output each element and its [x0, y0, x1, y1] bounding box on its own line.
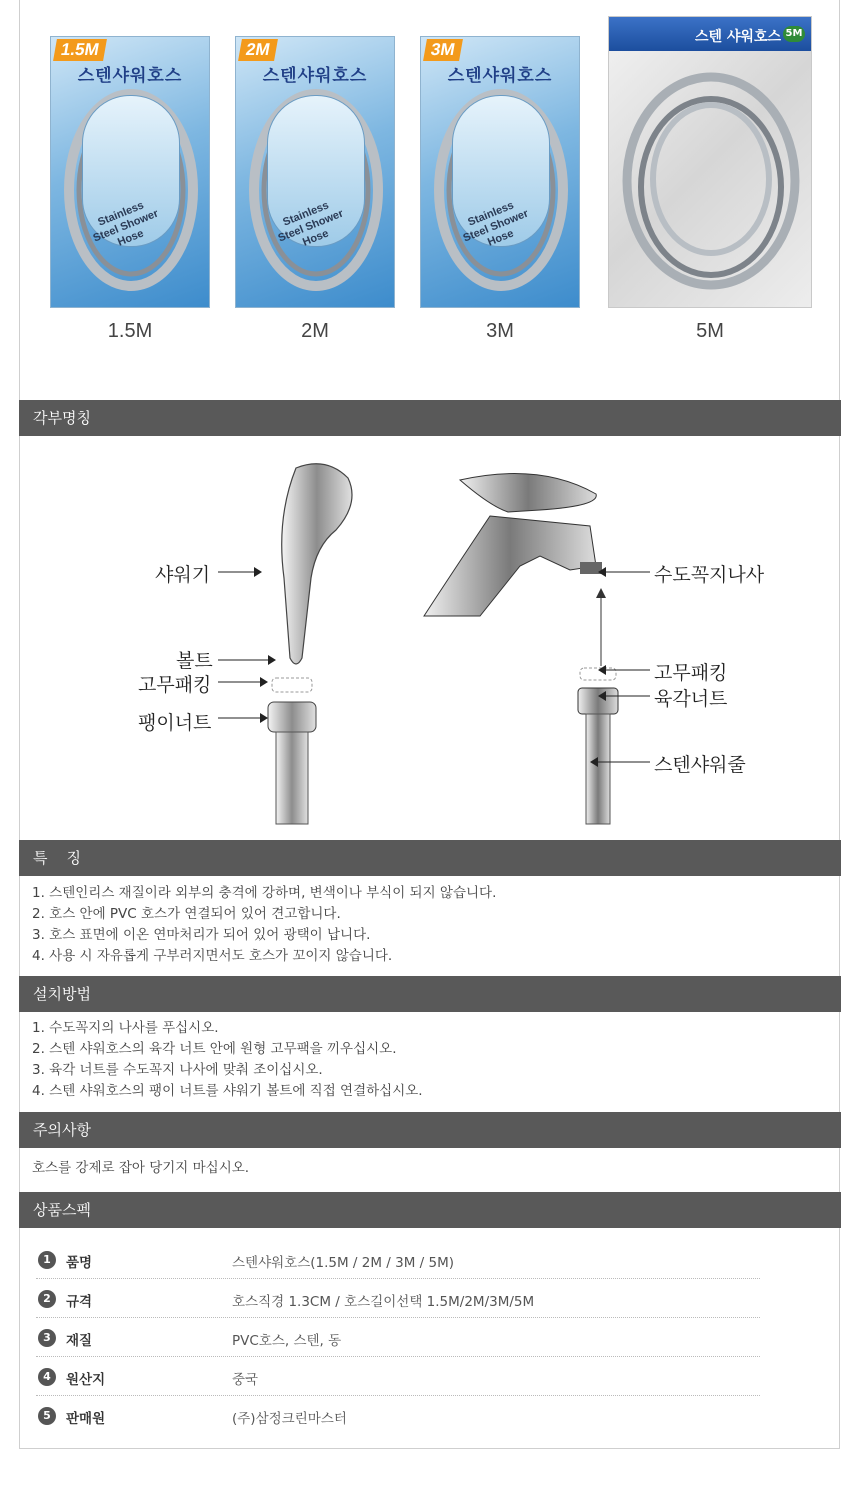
arrow-left-icon: [598, 564, 650, 580]
section-header-parts: 각부명칭: [19, 400, 841, 436]
list-item: 4. 스텐 샤워호스의 팽이 너트를 샤워기 볼트에 직접 연결하십시오.: [32, 1083, 423, 1099]
arrow-right-icon: [218, 564, 262, 580]
label-shower: 샤워기: [155, 565, 211, 586]
section-header-install: 설치방법: [19, 976, 841, 1012]
package-title: 스텐샤워호스: [77, 66, 183, 86]
label-pang-nut: 팽이너트: [138, 713, 212, 734]
spec-row: [36, 1240, 760, 1279]
product-package-image: [420, 36, 580, 308]
arrow-right-icon: [218, 710, 268, 726]
spec-key: 품명: [66, 1255, 93, 1271]
product-caption: 2M: [301, 320, 329, 342]
product-package-image: [235, 36, 395, 308]
shower-head-illustration: [256, 458, 366, 828]
spec-value: 중국: [232, 1372, 259, 1388]
product-package-image: [50, 36, 210, 308]
row-number-badge: 1: [38, 1251, 56, 1269]
label-steel-hose: 스텐샤워줄: [654, 755, 746, 776]
spec-row: [36, 1357, 760, 1396]
row-number-badge: 5: [38, 1407, 56, 1425]
label-hex-nut: 육각너트: [654, 689, 728, 710]
list-item: 3. 호스 표면에 이온 연마처리가 되어 있어 광택이 납니다.: [32, 927, 371, 943]
spec-value: PVC호스, 스텐, 동: [232, 1333, 342, 1349]
row-number-badge: 2: [38, 1290, 56, 1308]
spec-row: [36, 1318, 760, 1357]
product-5m: [608, 14, 812, 354]
spec-value: 스텐샤워호스(1.5M / 2M / 3M / 5M): [232, 1255, 454, 1271]
package-title: 스텐샤워호스: [262, 66, 368, 86]
spec-key: 규격: [66, 1294, 93, 1310]
list-item: 2. 호스 안에 PVC 호스가 연결되어 있어 견고합니다.: [32, 906, 341, 922]
coiled-hose-icon: [617, 61, 805, 301]
arrow-left-icon: [590, 754, 650, 770]
package-title: 스텐샤워호스: [447, 66, 553, 86]
arrow-left-icon: [598, 688, 650, 704]
caution-text: 호스를 강제로 잡아 당기지 마십시오.: [32, 1160, 250, 1176]
spec-key: 재질: [66, 1333, 93, 1349]
length-badge: 5M: [783, 26, 805, 42]
features-list: [32, 883, 496, 967]
bag-title: 스텐 샤워호스: [694, 29, 781, 45]
label-gasket-left: 고무패킹: [138, 675, 212, 696]
product-caption: 1.5M: [107, 320, 153, 342]
product-2m: [235, 14, 395, 354]
list-item: 3. 육각 너트를 수도꼭지 나사에 맞춰 조이십시오.: [32, 1062, 323, 1078]
package-english-text: Stainless Steel Shower Hose: [461, 199, 531, 249]
package-english-text: Stainless Steel Shower Hose: [91, 199, 161, 249]
length-badge: 2M: [238, 39, 278, 61]
parts-diagram: [20, 436, 840, 840]
section-header-spec: 상품스펙: [19, 1192, 841, 1228]
arrow-left-icon: [598, 662, 650, 678]
spec-value: (주)삼정크린마스터: [232, 1411, 347, 1427]
arrow-right-icon: [218, 652, 276, 668]
list-item: 1. 수도꼭지의 나사를 푸십시오.: [32, 1020, 219, 1036]
list-item: 4. 사용 시 자유롭게 구부러지면서도 호스가 꼬이지 않습니다.: [32, 948, 393, 964]
row-number-badge: 3: [38, 1329, 56, 1347]
install-list: [32, 1018, 423, 1102]
product-caption: 3M: [486, 320, 514, 342]
bag-label: [609, 17, 811, 51]
section-header-caution: 주의사항: [19, 1112, 841, 1148]
spec-key: 판매원: [66, 1411, 106, 1427]
length-badge: 3M: [423, 39, 463, 61]
list-item: 1. 스텐인리스 재질이라 외부의 충격에 강하며, 변색이나 부식이 되지 않습니다.: [32, 885, 497, 901]
package-english-text: Stainless Steel Shower Hose: [276, 199, 346, 249]
faucet-illustration: [420, 466, 620, 836]
row-number-badge: 4: [38, 1368, 56, 1386]
section-header-features: 특 징: [19, 840, 841, 876]
product-1-5m: [50, 14, 210, 354]
length-badge: 1.5M: [53, 39, 107, 61]
product-caption: 5M: [696, 320, 724, 342]
label-faucet-thread: 수도꼭지나사: [654, 565, 765, 586]
label-gasket-right: 고무패킹: [654, 663, 728, 684]
spec-row: [36, 1396, 760, 1435]
product-3m: [420, 14, 580, 354]
spec-key: 원산지: [66, 1372, 106, 1388]
list-item: 2. 스텐 샤워호스의 육각 너트 안에 원형 고무팩을 끼우십시오.: [32, 1041, 397, 1057]
arrow-right-icon: [218, 674, 268, 690]
label-bolt: 볼트: [176, 651, 213, 672]
spec-value: 호스직경 1.3CM / 호스길이선택 1.5M/2M/3M/5M: [232, 1294, 535, 1310]
product-bag-image: [608, 16, 812, 308]
spec-row: [36, 1279, 760, 1318]
